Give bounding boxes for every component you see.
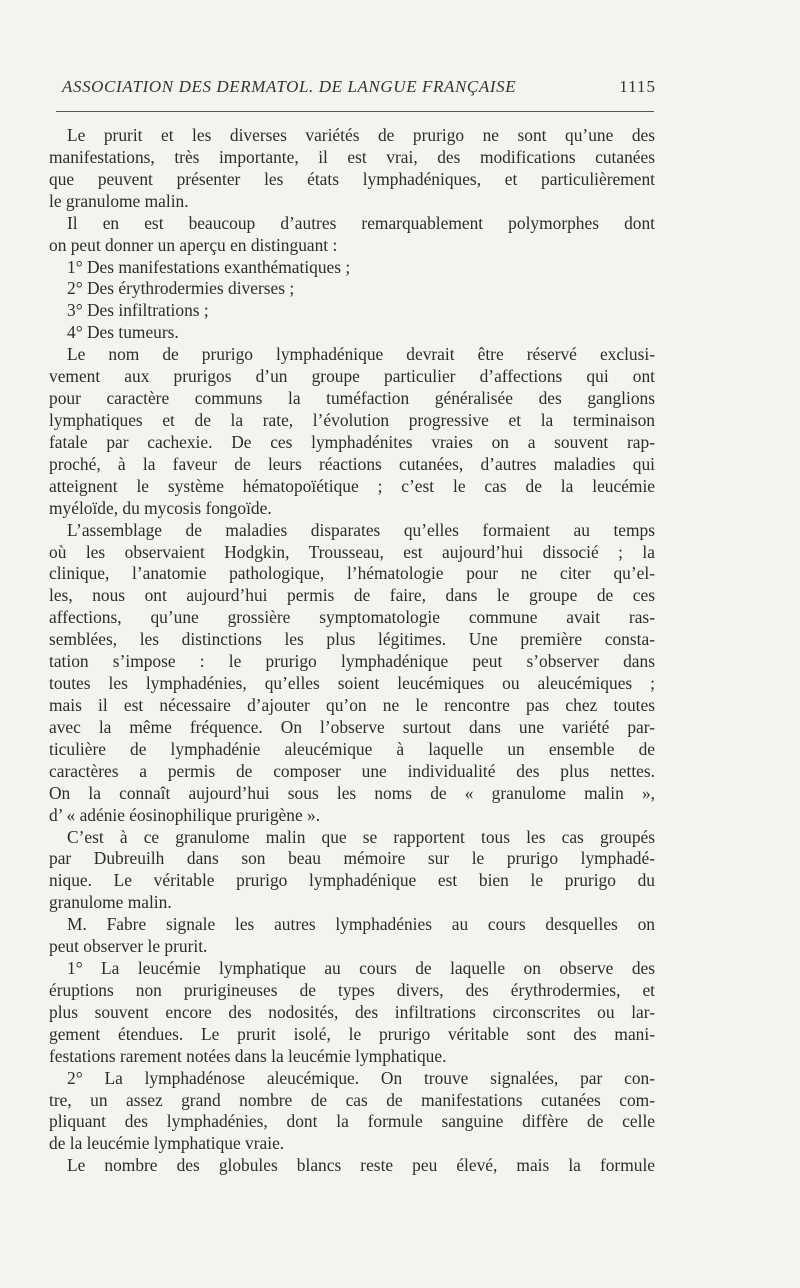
text-line: L’assemblage de maladies disparates qu’elles formaient au temps: [67, 519, 655, 540]
text-line: de la leucémie lymphatique vraie.: [49, 1133, 285, 1154]
text-line: vement aux prurigos d’un groupe particulier d’affections qui ont: [49, 366, 655, 387]
text-line: les, nous ont aujourd’hui permis de faire, dans le groupe de ces: [49, 585, 655, 606]
text-line: ticulière de lymphadénie aleucémique à laquelle un ensemble de: [49, 738, 655, 759]
text-line: 3° Des infiltrations ;: [67, 300, 209, 321]
text-line: mais il est nécessaire d’ajouter qu’on ne le rencontre pas chez toutes: [49, 694, 655, 715]
body-text: [49, 125, 655, 1177]
text-line: toutes les lymphadénies, qu’elles soient leucémiques ou aleucémiques ;: [49, 673, 655, 694]
text-line: pliquant des lymphadénies, dont la formule sanguine diffère de celle: [49, 1111, 655, 1132]
text-line: 2° Des érythrodermies diverses ;: [67, 278, 295, 299]
text-line: d’ « adénie éosinophilique prurigène ».: [49, 804, 321, 825]
text-line: M. Fabre signale les autres lymphadénies au cours desquelles on: [67, 914, 655, 935]
text-line: nique. Le véritable prurigo lymphadénique est bien le prurigo du: [49, 870, 655, 891]
text-line: Le nom de prurigo lymphadénique devrait être réservé exclusi-: [67, 344, 655, 365]
text-line: le granulome malin.: [49, 190, 189, 211]
text-line: semblées, les distinctions les plus légitimes. Une première consta-: [49, 629, 655, 650]
text-line: on peut donner un aperçu en distinguant :: [49, 234, 338, 255]
text-line: Il en est beaucoup d’autres remarquablement polymorphes dont: [67, 212, 655, 233]
page-number: 1115: [619, 77, 656, 96]
text-line: affections, qu’une grossière symptomatologie commune avait ras-: [49, 607, 655, 628]
text-line: Le prurit et les diverses variétés de prurigo ne sont qu’une des: [67, 125, 655, 145]
text-line: gement étendues. Le prurit isolé, le prurigo véritable sont des mani-: [49, 1023, 655, 1044]
text-line: proché, à la faveur de leurs réactions cutanées, d’autres maladies qui: [49, 453, 655, 474]
text-line: On la connaît aujourd’hui sous les noms de « granulome malin »,: [49, 782, 655, 803]
text-line: C’est à ce granulome malin que se rapportent tous les cas groupés: [67, 826, 655, 847]
text-line: caractères a permis de composer une individualité des plus nettes.: [49, 760, 655, 781]
text-line: clinique, l’anatomie pathologique, l’hématologie pour ne citer qu’el-: [49, 563, 655, 584]
text-line: plus souvent encore des nodosités, des infiltrations circonscrites ou lar-: [49, 1001, 655, 1022]
text-line: atteignent le système hématopoïétique ; c’est le cas de la leucémie: [49, 475, 655, 496]
text-line: festations rarement notées dans la leucémie lymphatique.: [49, 1045, 447, 1066]
text-line: avec la même fréquence. On l’observe surtout dans une variété par-: [49, 716, 655, 737]
text-line: que peuvent présenter les états lymphadéniques, et particulièrement: [49, 168, 655, 189]
text-line: tation s’impose : le prurigo lymphadénique peut s’observer dans: [49, 651, 655, 672]
running-head: [56, 77, 656, 103]
text-line: par Dubreuilh dans son beau mémoire sur le prurigo lymphadé-: [49, 848, 655, 869]
text-line: où les observaient Hodgkin, Trousseau, est aujourd’hui dissocié ; la: [49, 541, 655, 562]
text-line: pour caractère communs la tuméfaction généralisée des ganglions: [49, 388, 655, 409]
text-line: peut observer le prurit.: [49, 936, 208, 957]
text-line: granulome malin.: [49, 892, 172, 913]
text-line: 1° Des manifestations exanthématiques ;: [67, 256, 351, 277]
text-line: éruptions non prurigineuses de types divers, des érythrodermies, et: [49, 979, 655, 1000]
text-line: 2° La lymphadénose aleucémique. On trouve signalées, par con-: [67, 1067, 655, 1088]
running-title: ASSOCIATION DES DERMATOL. DE LANGUE FRANÇAISE: [62, 77, 517, 96]
header-rule: [56, 111, 654, 112]
text-line: myéloïde, du mycosis fongoïde.: [49, 497, 272, 518]
text-line: manifestations, très importante, il est vrai, des modifications cutanées: [49, 146, 655, 167]
text-line: 1° La leucémie lymphatique au cours de laquelle on observe des: [67, 958, 655, 979]
text-line: tre, un assez grand nombre de cas de manifestations cutanées com-: [49, 1089, 655, 1110]
text-line: lymphatiques et de la rate, l’évolution progressive et la terminaison: [49, 409, 655, 430]
text-line: Le nombre des globules blancs reste peu élevé, mais la formule: [67, 1155, 655, 1176]
text-line: fatale par cachexie. De ces lymphadénites vraies on a souvent rap-: [49, 431, 655, 452]
text-line: 4° Des tumeurs.: [67, 322, 179, 343]
